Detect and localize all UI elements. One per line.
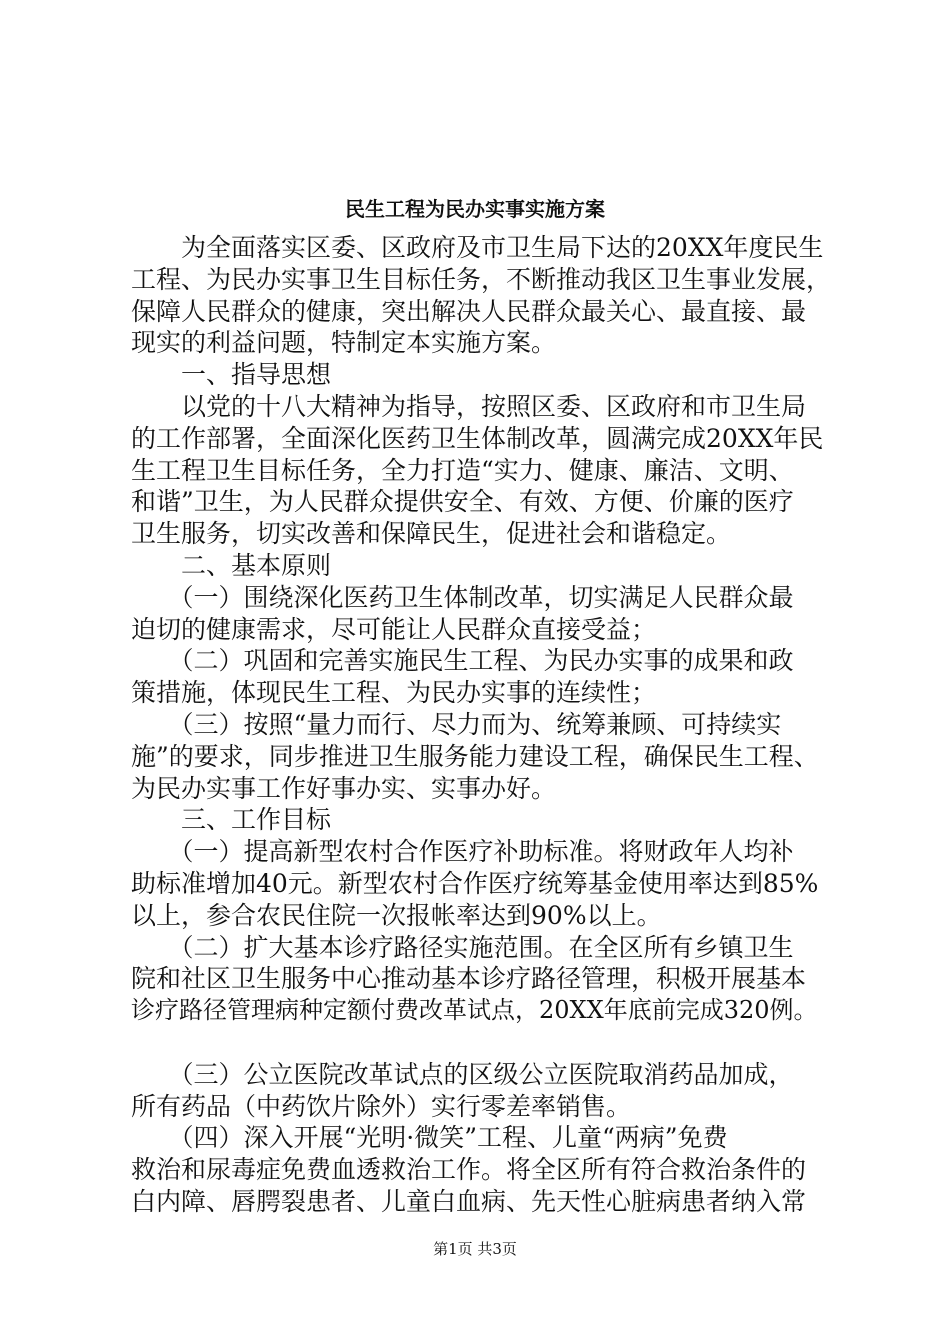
body-line: 诊疗路径管理病种定额付费改革试点，20XX年底前完成320例。	[131, 996, 818, 1025]
body-line: 保障人民群众的健康，突出解决人民群众最关心、最直接、最	[131, 296, 807, 326]
body-line: 白内障、唇腭裂患者、儿童白血病、先天性心脏病患者纳入常	[131, 1186, 807, 1216]
body-line: （三）按照“量力而行、尽力而为、统筹兼顾、可持续实	[131, 709, 782, 739]
body-line: （四）深入开展“光明·微笑”工程、儿童“两病”免费	[131, 1123, 728, 1153]
body-line: 二、基本原则	[131, 550, 332, 580]
body-line: （二）扩大基本诊疗路径实施范围。在全区所有乡镇卫生	[131, 932, 794, 962]
body-line: 救治和尿毒症免费血透救治工作。将全区所有符合救治条件的	[131, 1155, 807, 1185]
body-line: 施”的要求，同步推进卫生服务能力建设工程，确保民生工程、	[131, 741, 819, 771]
body-line: 为民办实事工作好事办实、实事办好。	[131, 773, 557, 803]
body-line: 和谐”卫生，为人民群众提供安全、有效、方便、价廉的医疗	[131, 487, 794, 517]
body-line: 院和社区卫生服务中心推动基本诊疗路径管理，积极开展基本	[131, 964, 807, 994]
body-line: 现实的利益问题，特制定本实施方案。	[131, 328, 557, 358]
body-line: （二）巩固和完善实施民生工程、为民办实事的成果和政	[131, 646, 794, 676]
blank-line	[131, 1027, 831, 1059]
body-line: 卫生服务，切实改善和保障民生，促进社会和谐稳定。	[131, 519, 732, 549]
body-line: 三、工作目标	[131, 805, 332, 835]
body-line: 以上，参合农民住院一次报帐率达到90%以上。	[131, 900, 662, 930]
body-line: 一、指导思想	[131, 360, 332, 390]
body-line: 助标准增加40元。新型农村合作医疗统筹基金使用率达到85%	[131, 868, 819, 898]
body-line: 所有药品（中药饮片除外）实行零差率销售。	[131, 1091, 632, 1121]
body-line: （一）提高新型农村合作医疗补助标准。将财政年人均补	[131, 837, 794, 867]
body-line: 以党的十八大精神为指导，按照区委、区政府和市卫生局	[131, 391, 807, 421]
body-line: 工程、为民办实事卫生目标任务，不断推动我区卫生事业发展，	[131, 264, 832, 294]
body-line: 策措施，体现民生工程、为民办实事的连续性；	[131, 678, 657, 708]
document-title: 民生工程为民办实事实施方案	[345, 197, 605, 221]
page-footer: 第1页 共3页	[433, 1240, 517, 1258]
body-line: （一）围绕深化医药卫生体制改革，切实满足人民群众最	[131, 582, 794, 612]
body-line: （三）公立医院改革试点的区级公立医院取消药品加成，	[131, 1059, 794, 1089]
body-line: 迫切的健康需求，尽可能让人民群众直接受益；	[131, 614, 657, 644]
document-body	[131, 232, 831, 1218]
body-line: 的工作部署，全面深化医药卫生体制改革，圆满完成20XX年民	[131, 423, 824, 453]
body-line: 生工程卫生目标任务，全力打造“实力、健康、廉洁、文明、	[131, 455, 794, 485]
body-line: 为全面落实区委、区政府及市卫生局下达的20XX年度民生	[131, 233, 824, 262]
